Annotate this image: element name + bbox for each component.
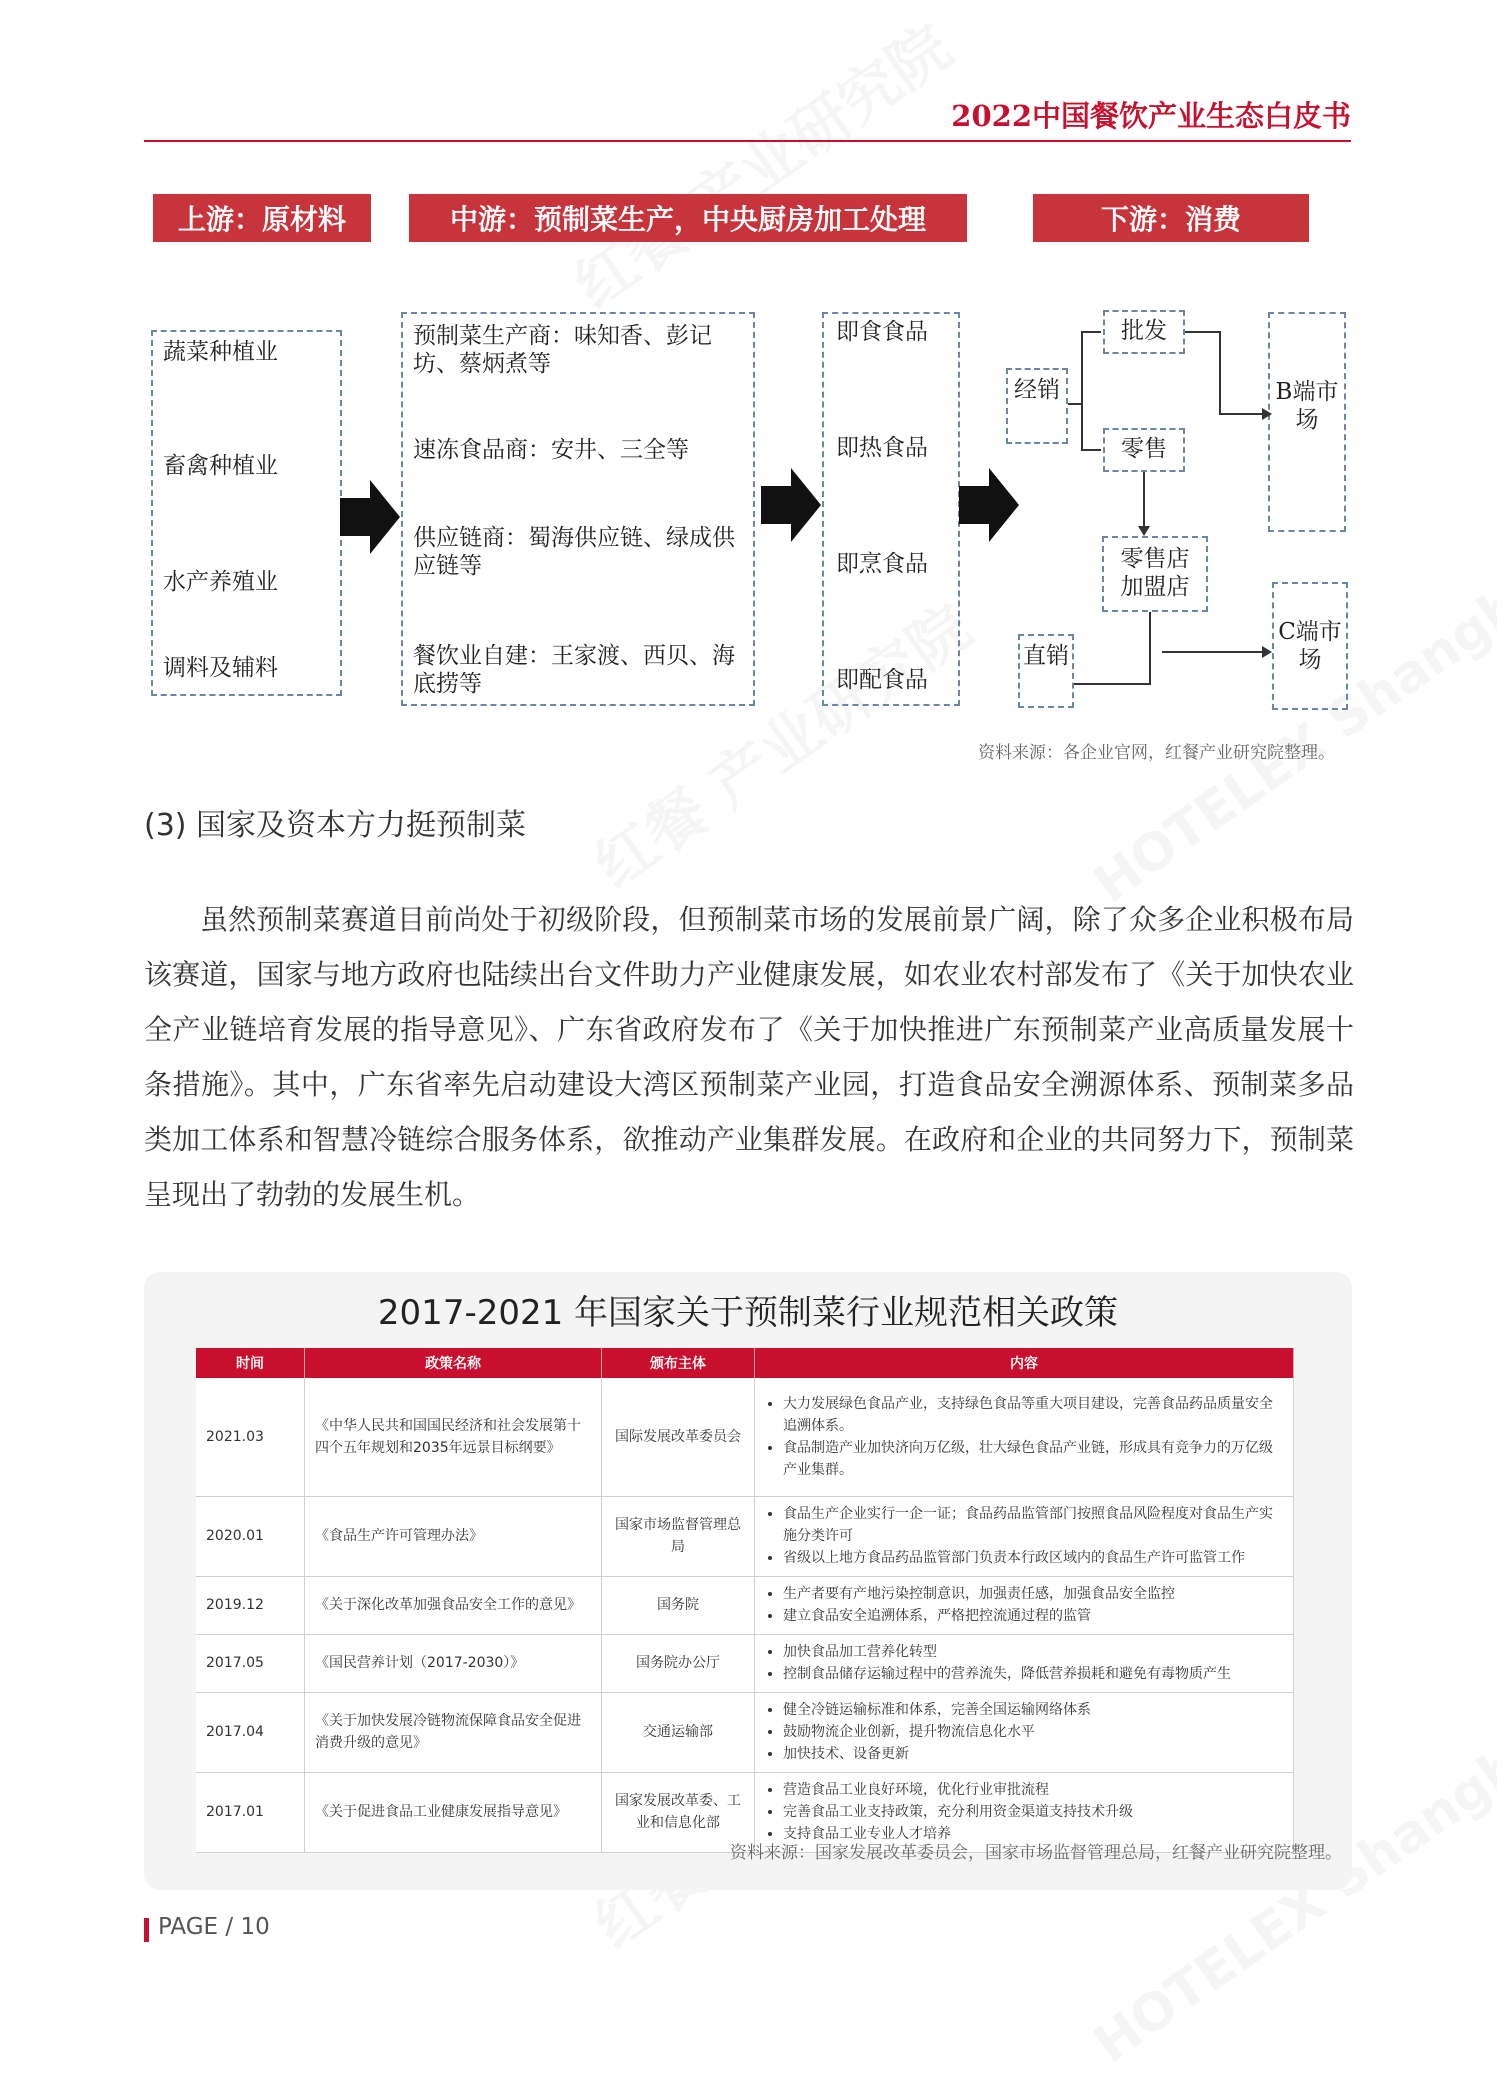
product-type: 即食食品 (836, 319, 928, 345)
stores-label: 零售店加盟店 (1120, 546, 1190, 600)
content-bullet: • 省级以上地方食品药品监管部门负责本行政区域内的食品生产许可监管工作 (783, 1547, 1283, 1569)
table-row (196, 1378, 1294, 1496)
content-bullet: • 加快技术、设备更新 (783, 1743, 1283, 1765)
issuer-cell: 国家市场监督管理总局 (602, 1496, 755, 1576)
content-cell (755, 1634, 1294, 1692)
issuer-cell: 国务院 (602, 1576, 755, 1634)
content-bullet: • 支持食品工业专业人才培养 (783, 1823, 1283, 1845)
header-cell: 时间 (196, 1348, 305, 1378)
table-header-row (196, 1348, 1294, 1378)
upstream-item: 水产养殖业 (163, 569, 278, 595)
product-type: 即配食品 (836, 667, 928, 693)
content-cell (755, 1496, 1294, 1576)
issuer-cell: 国家发展改革委、工业和信息化部 (602, 1772, 755, 1852)
policy-name-cell: 《关于加快发展冷链物流保障食品安全促进消费升级的意见》 (305, 1692, 602, 1772)
policy-name-cell: 《关于深化改革加强食品安全工作的意见》 (305, 1576, 602, 1634)
table-row (196, 1496, 1294, 1576)
c-market-label: C端市场 (1278, 619, 1342, 673)
content-bullet: • 生产者要有产地污染控制意识，加强责任感，加强食品安全监控 (783, 1583, 1283, 1605)
content-bullet: • 加快食品加工营养化转型 (783, 1641, 1283, 1663)
content-bullet: • 营造食品工业良好环境，优化行业审批流程 (783, 1779, 1283, 1801)
upstream-item: 蔬菜种植业 (163, 339, 278, 365)
content-bullet: • 大力发展绿色食品产业，支持绿色食品等重大项目建设，完善食品药品质量安全追溯体系。 (783, 1393, 1283, 1437)
table-row (196, 1576, 1294, 1634)
content-cell (755, 1692, 1294, 1772)
content-bullet: • 建立食品安全追溯体系，严格把控流通过程的监管 (783, 1605, 1283, 1627)
time-cell: 2017.04 (196, 1692, 305, 1772)
time-cell: 2019.12 (196, 1576, 305, 1634)
content-cell (755, 1576, 1294, 1634)
page-marker (144, 1918, 149, 1942)
policy-name-cell: 《国民营养计划（2017-2030）》 (305, 1634, 602, 1692)
midstream-label: 中游：预制菜生产，中央厨房加工处理 (409, 194, 967, 242)
upstream-item: 畜禽种植业 (163, 453, 278, 479)
document-title: 2022中国餐饮产业生态白皮书 (951, 99, 1351, 133)
policy-name-cell: 《关于促进食品工业健康发展指导意见》 (305, 1772, 602, 1852)
direct-sales-label: 直销 (1023, 643, 1069, 669)
header-cell: 政策名称 (305, 1348, 602, 1378)
policy-name-cell: 《中华人民共和国国民经济和社会发展第十四个五年规划和2035年远景目标纲要》 (305, 1378, 602, 1496)
policy-table (196, 1348, 1294, 1853)
b-market-label: B端市场 (1275, 379, 1339, 433)
content-bullet: • 食品制造产业加快济向万亿级，壮大绿色食品产业链，形成具有竞争力的万亿级产业集群。 (783, 1437, 1283, 1481)
midstream-item: 速冻食品商：安井、三全等 (413, 437, 689, 463)
content-cell (755, 1378, 1294, 1496)
issuer-cell: 国际发展改革委员会 (602, 1378, 755, 1496)
page-number: PAGE / 10 (158, 1914, 270, 1940)
content-bullet: • 控制食品储存运输过程中的营养流失，降低营养损耗和避免有毒物质产生 (783, 1663, 1283, 1685)
content-bullet: • 鼓励物流企业创新，提升物流信息化水平 (783, 1721, 1283, 1743)
midstream-item: 餐饮业自建：王家渡、西贝、海底捞等 (413, 643, 735, 697)
table-title: 2017-2021 年国家关于预制菜行业规范相关政策 (377, 1293, 1119, 1333)
distribution-label: 经销 (1014, 377, 1060, 403)
time-cell: 2021.03 (196, 1378, 305, 1496)
time-cell: 2017.05 (196, 1634, 305, 1692)
diagram-source: 资料来源：各企业官网，红餐产业研究院整理。 (978, 743, 1335, 763)
table-source: 资料来源：国家发展改革委员会，国家市场监督管理总局，红餐产业研究院整理。 (730, 1843, 1342, 1863)
content-bullet: • 食品生产企业实行一企一证；食品药品监管部门按照食品风险程度对食品生产实施分类许可 (783, 1503, 1283, 1547)
midstream-item: 供应链商：蜀海供应链、绿成供应链等 (413, 525, 735, 579)
midstream-item: 预制菜生产商：味知香、彭记坊、蔡炳煮等 (413, 323, 712, 377)
wholesale-label: 批发 (1121, 318, 1167, 344)
body-paragraph: 虽然预制菜赛道目前尚处于初级阶段，但预制菜市场的发展前景广阔，除了众多企业积极布局该赛道，国家与地方政府也陆续出台文件助力产业健康发展，如农业农村部发布了《关于加快农业全产业链培育发展的指导意见》、广东省政府发布了《关于加快推进广东预制菜产业高质量发展十条措施》。其中，广东省率先启动建设大湾区预制菜产业园，打造食品安全溯源体系、预制菜多品类加工体系和智慧冷链综合服务体系，欲推动产业集群发展。在政府和企业的共同努力下，预制菜呈现出了勃勃的发展生机。 (144, 903, 1354, 1211)
issuer-cell: 交通运输部 (602, 1692, 755, 1772)
table-row (196, 1634, 1294, 1692)
upstream-item: 调料及辅料 (163, 655, 278, 681)
time-cell: 2020.01 (196, 1496, 305, 1576)
product-type: 即热食品 (836, 435, 928, 461)
diagram-connectors (0, 0, 1497, 760)
section-heading: (3) 国家及资本方力挺预制菜 (144, 808, 527, 843)
content-bullet: • 完善食品工业支持政策，充分利用资金渠道支持技术升级 (783, 1801, 1283, 1823)
content-bullet: • 健全冷链运输标准和体系，完善全国运输网络体系 (783, 1699, 1283, 1721)
table-row (196, 1692, 1294, 1772)
downstream-label: 下游：消费 (1033, 194, 1309, 242)
time-cell: 2017.01 (196, 1772, 305, 1852)
issuer-cell: 国务院办公厅 (602, 1634, 755, 1692)
header-cell: 颁布主体 (602, 1348, 755, 1378)
retail-label: 零售 (1121, 436, 1167, 462)
upstream-label: 上游：原材料 (153, 194, 371, 242)
product-type: 即烹食品 (836, 551, 928, 577)
header-cell: 内容 (755, 1348, 1294, 1378)
policy-name-cell: 《食品生产许可管理办法》 (305, 1496, 602, 1576)
